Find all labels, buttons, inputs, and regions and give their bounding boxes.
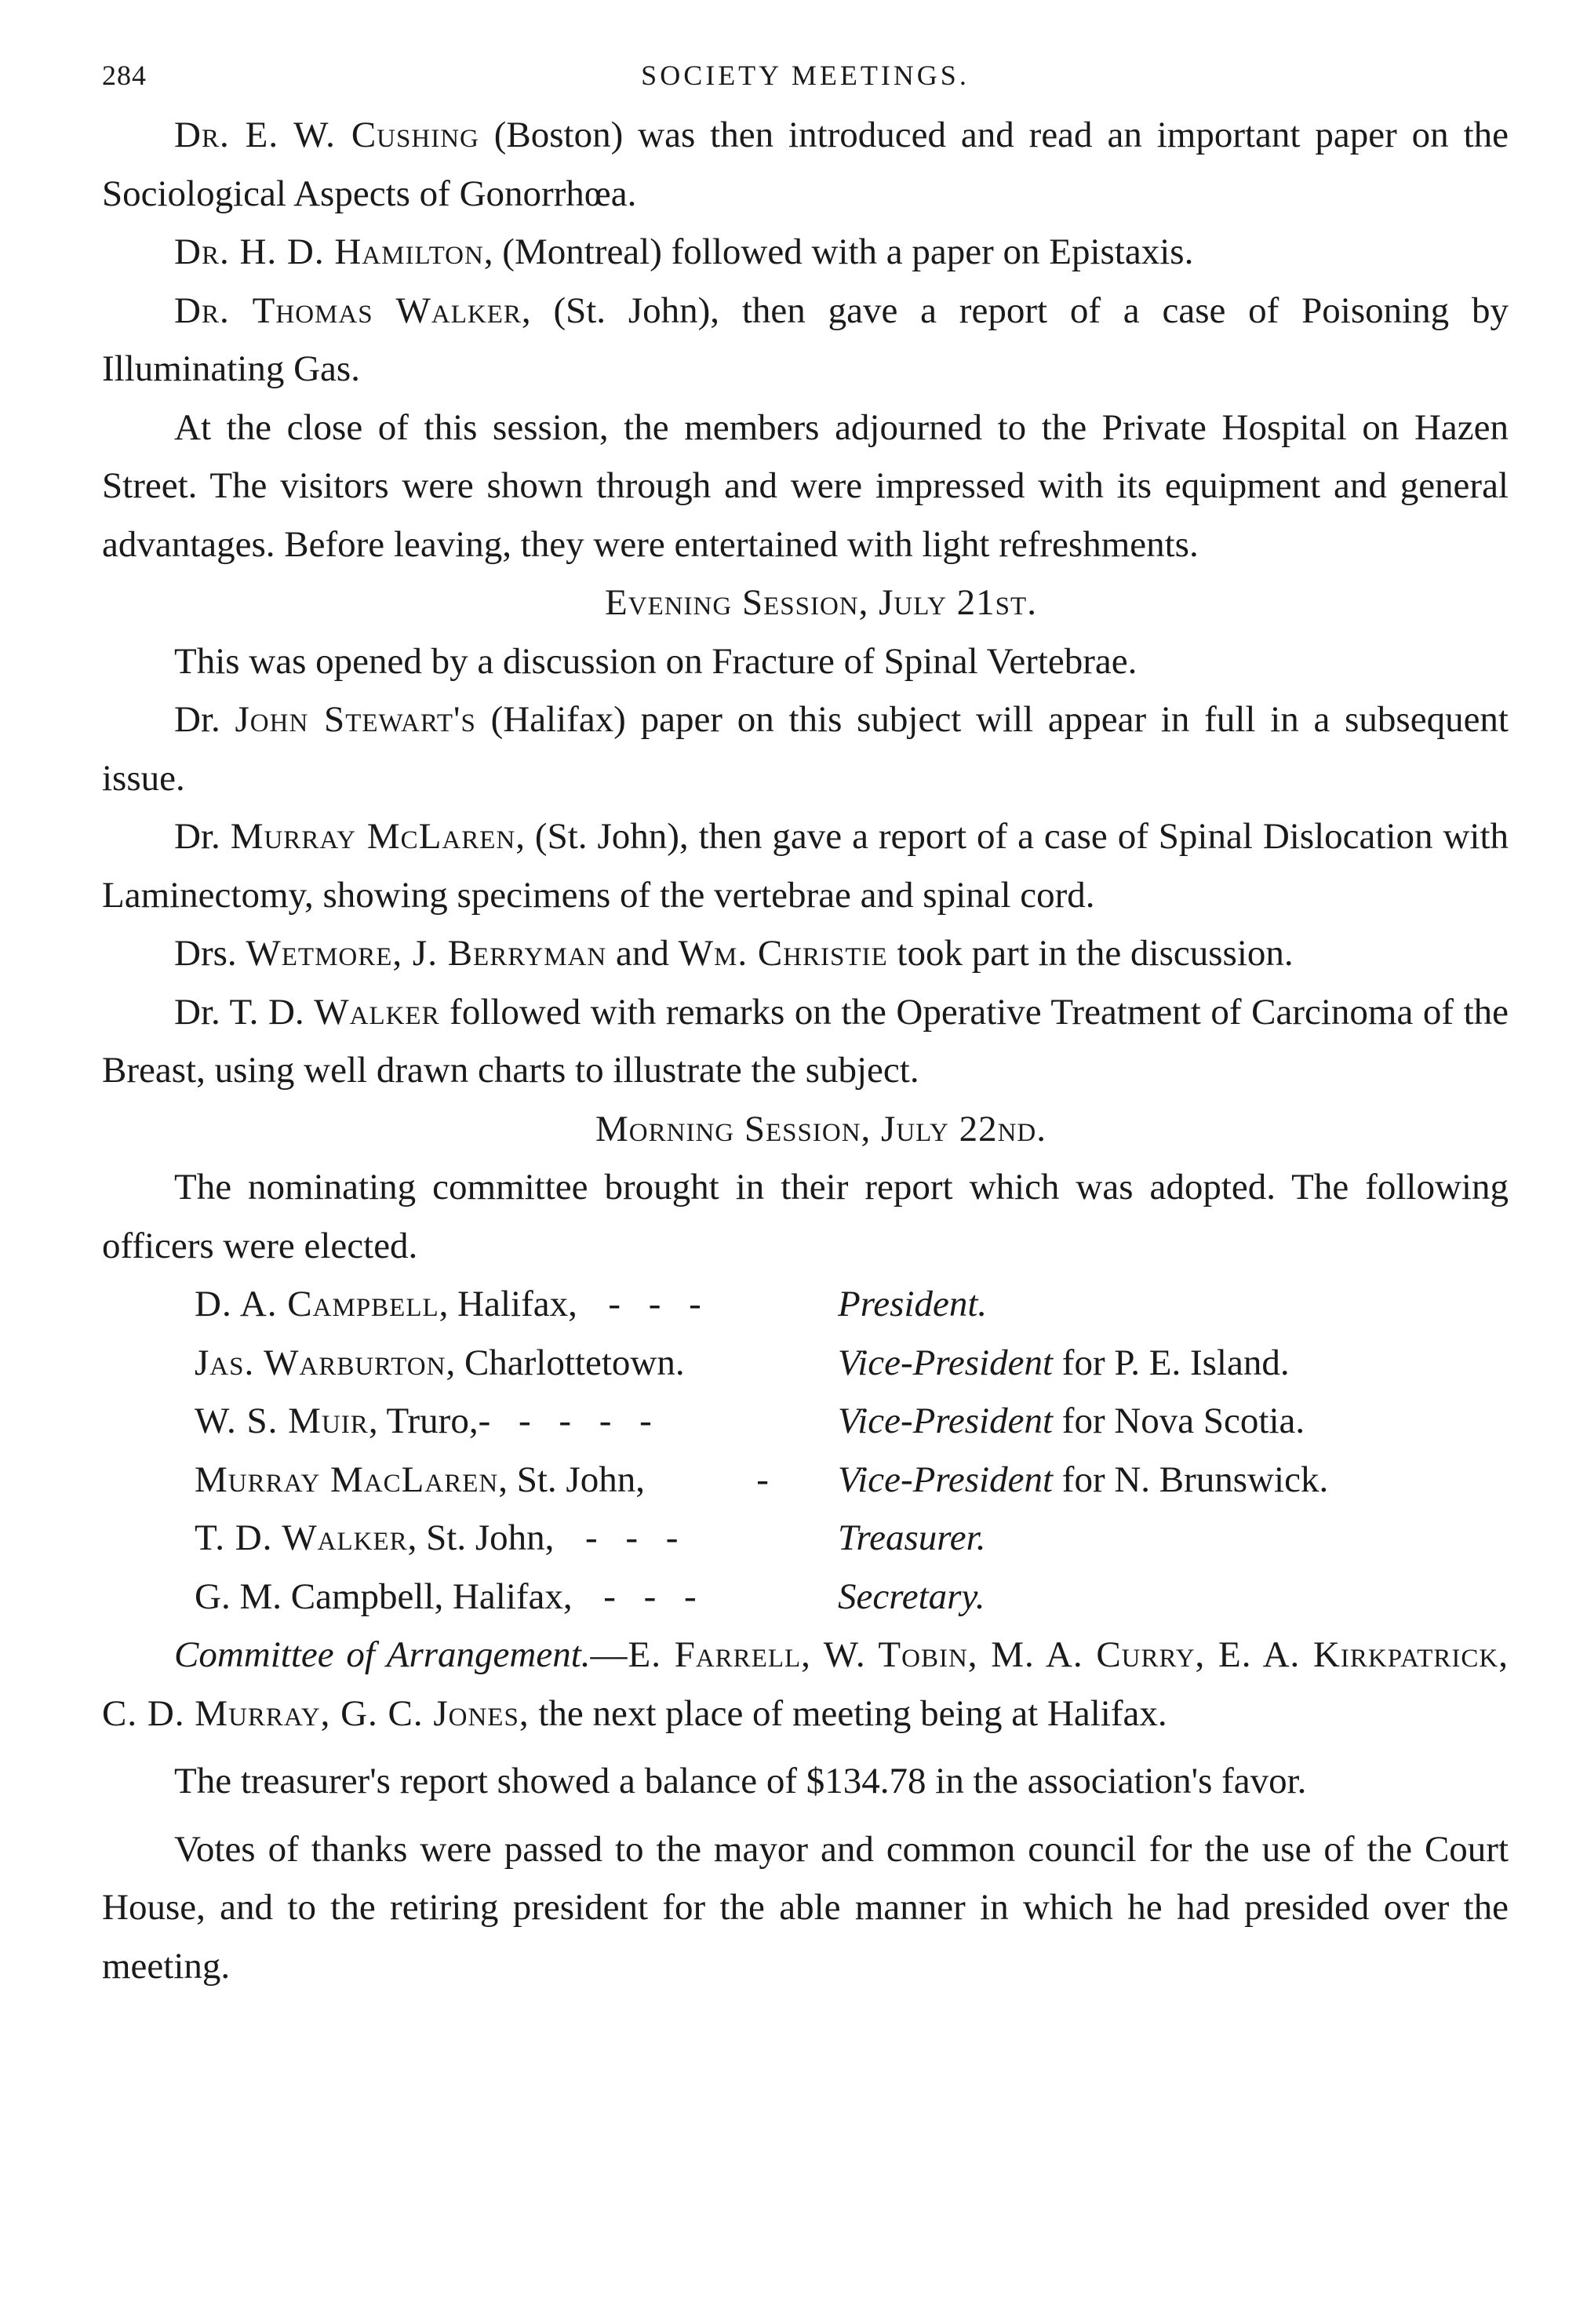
speaker-name: Walker [314, 991, 440, 1033]
officer-role-cell [838, 1568, 985, 1626]
officer-name-place [195, 1334, 838, 1393]
officer-role: Vice-President [838, 1459, 1054, 1500]
section-heading: Evening Session, July 21st. [605, 582, 1037, 623]
paragraph-text: , (Montreal) followed with a paper on Epistaxis. [483, 231, 1194, 272]
officer-role: Secretary. [838, 1575, 985, 1617]
paragraph-text: , (St. John), then gave a report of a case of Poisoning by Illuminating Gas. [102, 290, 1509, 389]
officer-role: Vice-President [838, 1401, 1054, 1441]
officer-row [195, 1509, 1509, 1568]
officer-role: Treasurer. [838, 1517, 986, 1558]
running-title: SOCIETY MEETINGS. [641, 60, 970, 91]
paragraph [102, 924, 1509, 983]
section-heading: Morning Session, July 22nd. [595, 1108, 1046, 1149]
paragraph [102, 632, 1509, 691]
title-prefix: Dr. T. D. [174, 991, 315, 1033]
leader-dashes: - - - - - [478, 1401, 661, 1441]
leader-dashes: - - - [603, 1575, 706, 1617]
paragraph-text: (Halifax) paper on this subject will appear in full in a subsequent issue. [102, 699, 1509, 799]
officer-place: , St. John, [407, 1517, 555, 1558]
speaker-name: Wetmore, J. Berryman [246, 933, 607, 974]
paragraph [102, 690, 1509, 807]
paragraph-text: , (St. John), then gave a report of a case of Spinal Dislocation with Laminectomy, showing specimens of the vertebrae and spinal cord. [102, 816, 1509, 916]
officer-place: , Halifax, [439, 1284, 577, 1324]
title-prefix: Drs. [174, 933, 246, 974]
page-number: 284 [102, 60, 147, 91]
officer-role-suffix: for Nova Scotia. [1053, 1401, 1305, 1441]
leader-dashes: - - - [584, 1517, 688, 1558]
officer-role-suffix: for P. E. Island. [1053, 1342, 1290, 1383]
speaker-name: Murray McLaren [230, 816, 516, 857]
officer-name-place [195, 1509, 838, 1568]
leader-dashes: - [756, 1459, 778, 1500]
officer-place: , Truro, [368, 1401, 479, 1441]
officer-role-cell [838, 1451, 1328, 1510]
paragraph-text: This was opened by a discussion on Fracture of Spinal Vertebrae. [174, 640, 1137, 682]
paragraph [102, 282, 1509, 399]
speaker-name: John Stewart's [235, 699, 476, 740]
title-prefix: Dr. [174, 699, 235, 740]
paragraph-text: took part in the discussion. [887, 933, 1294, 974]
officer-place: , Charlottetown. [446, 1342, 685, 1383]
paragraph-text: Votes of thanks were passed to the mayor and common council for the use of the Court House, and to the retiring president for the able manner in which he had presided over the meeting. [102, 1828, 1509, 1987]
committee-label: Committee of Arrangement. [174, 1634, 591, 1675]
paragraph [102, 1158, 1509, 1275]
paragraph-text: followed with remarks on the Operative Treatment of Carcinoma of the Breast, using well drawn charts to illustrate the subject. [102, 991, 1509, 1091]
officer-name-place [195, 1392, 838, 1451]
paragraph [102, 983, 1509, 1100]
officer-row [195, 1392, 1509, 1451]
officer-role-cell [838, 1334, 1290, 1393]
speaker-name: Dr. Thomas Walker [174, 290, 522, 331]
officer-role-cell [838, 1392, 1305, 1451]
officer-name: G. M. Campbell [195, 1575, 435, 1617]
officer-role: President. [838, 1284, 988, 1324]
officer-place: , St. John, [498, 1459, 645, 1500]
officer-role-cell [838, 1275, 987, 1334]
officer-name-place [195, 1275, 838, 1334]
officer-row [195, 1451, 1509, 1510]
officer-row [195, 1334, 1509, 1393]
committee-names: —E. Farrell, W. Tobin, M. A. Curry, E. A. Kirkpatrick, C. D. Murray, G. C. Jones, [102, 1634, 1509, 1734]
leader-dashes: - - - [608, 1284, 711, 1324]
speaker-name: Dr. E. W. Cushing [174, 115, 479, 155]
speaker-name: Dr. H. D. Hamilton [174, 231, 484, 272]
officer-role: Vice-President [838, 1342, 1054, 1383]
officer-name-place [195, 1568, 838, 1626]
officer-name: T. D. Walker [195, 1517, 408, 1558]
officer-role-suffix: for N. Brunswick. [1053, 1459, 1329, 1500]
title-prefix: Dr. [174, 816, 231, 857]
paragraph [102, 807, 1509, 924]
paragraph-text: At the close of this session, the members adjourned to the Private Hospital on Hazen Street. The visitors were shown through and were impressed with its equipment and general advantages. Before leaving, they were entertained with light refreshments. [102, 406, 1509, 565]
paragraph [102, 223, 1509, 282]
officer-name-place [195, 1451, 838, 1510]
body-text [102, 106, 1509, 1995]
running-head [102, 59, 1509, 106]
officer-name: W. S. Muir [195, 1401, 369, 1441]
conjunction: and [606, 933, 679, 974]
paragraph-text: The nominating committee brought in their report which was adopted. The following officers were elected. [102, 1167, 1509, 1266]
officer-name: D. A. Campbell [195, 1284, 439, 1324]
paragraph [102, 1626, 1509, 1743]
paragraph [102, 1752, 1509, 1811]
paragraph [102, 106, 1509, 223]
officers-list [102, 1275, 1509, 1626]
officer-row [195, 1568, 1509, 1626]
officer-row [195, 1275, 1509, 1334]
paragraph [102, 1820, 1509, 1996]
paragraph-text: the next place of meeting being at Halifax. [529, 1692, 1167, 1734]
speaker-name: Wm. Christie [678, 933, 888, 974]
officer-place: , Halifax, [434, 1575, 573, 1617]
paragraph-text: (Boston) was then introduced and read an important paper on the Sociological Aspects of Gonorrhœa. [102, 115, 1509, 214]
paragraph [102, 399, 1509, 574]
officer-name: Jas. Warburton [195, 1342, 446, 1383]
paragraph-text: The treasurer's report showed a balance of $134.78 in the association's favor. [174, 1761, 1307, 1801]
officer-role-cell [838, 1509, 985, 1568]
officer-name: Murray MacLaren [195, 1459, 499, 1500]
